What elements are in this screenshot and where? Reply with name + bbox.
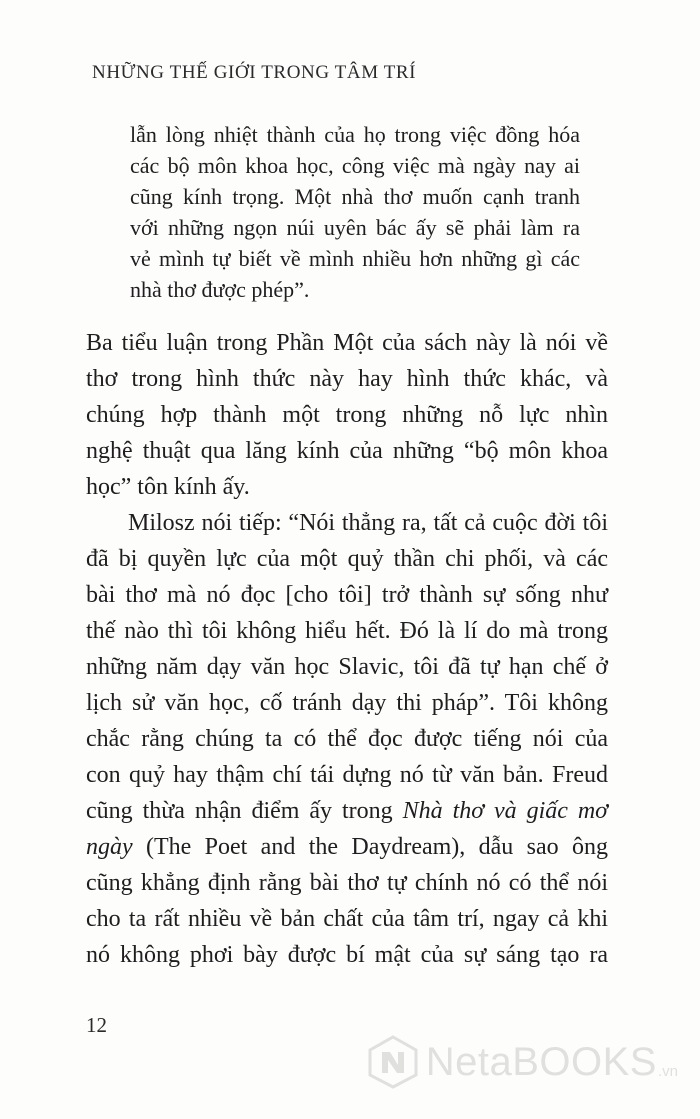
body-line: học” tôn kính ấy.	[86, 474, 250, 500]
body-line: cho ta rất nhiều về bản chất của tâm trí, ngay cả khi	[86, 906, 608, 932]
running-head: NHỮNG THẾ GIỚI TRONG TÂM TRÍ	[92, 62, 417, 83]
body-line-with-title	[86, 798, 608, 825]
body-line: lịch sử văn học, cố tránh dạy thi pháp”. Tôi không	[86, 690, 608, 716]
quote-line: nhà thơ được phép”.	[130, 277, 310, 302]
body-line: nghệ thuật qua lăng kính của những “bộ môn khoa	[86, 438, 608, 464]
body-line: đã bị quyền lực của một quỷ thần chi phối, và các	[86, 546, 608, 572]
body-line: chắc rằng chúng ta có thể đọc được tiếng nói của	[86, 726, 608, 752]
body-line: những năm dạy văn học Slavic, tôi đã tự hạn chế ở	[86, 654, 608, 680]
body-line: thơ trong hình thức này hay hình thức khác, và	[86, 366, 608, 392]
quote-line: cũng kính trọng. Một nhà thơ muốn cạnh tranh	[130, 184, 580, 209]
body-line: Ba tiểu luận trong Phần Một của sách này là nói về	[86, 330, 608, 356]
body-text-run: cũng thừa nhận điểm ấy trong	[86, 798, 403, 824]
book-title-italic: Nhà thơ và giấc mơ	[402, 798, 608, 824]
netabooks-logo-icon	[366, 1035, 420, 1089]
body-line: cũng khẳng định rằng bài thơ tự chính nó có thể nói	[86, 870, 608, 896]
quote-line: các bộ môn khoa học, công việc mà ngày nay ai	[130, 153, 580, 178]
body-line-with-title	[86, 834, 608, 861]
quote-line: lẫn lòng nhiệt thành của họ trong việc đồng hóa	[130, 122, 580, 147]
body-line: bài thơ mà nó đọc [cho tôi] trở thành sự sống như	[86, 582, 608, 608]
book-title-italic: ngày	[86, 834, 133, 860]
watermark	[366, 1035, 678, 1089]
body-line: Milosz nói tiếp: “Nói thẳng ra, tất cả cuộc đời tôi	[128, 510, 608, 536]
body-line: con quỷ hay thậm chí tái dựng nó từ văn bản. Freud	[86, 762, 608, 788]
watermark-tld: .vn	[657, 1063, 678, 1080]
body-text-run: (The Poet and the Daydream), dẫu sao ông	[132, 834, 608, 860]
watermark-text: NetaBOOKS	[425, 1039, 657, 1084]
body-line: thế nào thì tôi không hiểu hết. Đó là lí do mà trong	[86, 618, 608, 644]
body-line: nó không phơi bày được bí mật của sự sáng tạo ra	[86, 942, 608, 968]
quote-line: vẻ mình tự biết về mình nhiều hơn những gì các	[130, 246, 580, 271]
body-line: chúng hợp thành một trong những nỗ lực nhìn	[86, 402, 608, 428]
quote-line: với những ngọn núi uyên bác ấy sẽ phải làm ra	[130, 215, 580, 240]
page-number: 12	[86, 1013, 107, 1037]
